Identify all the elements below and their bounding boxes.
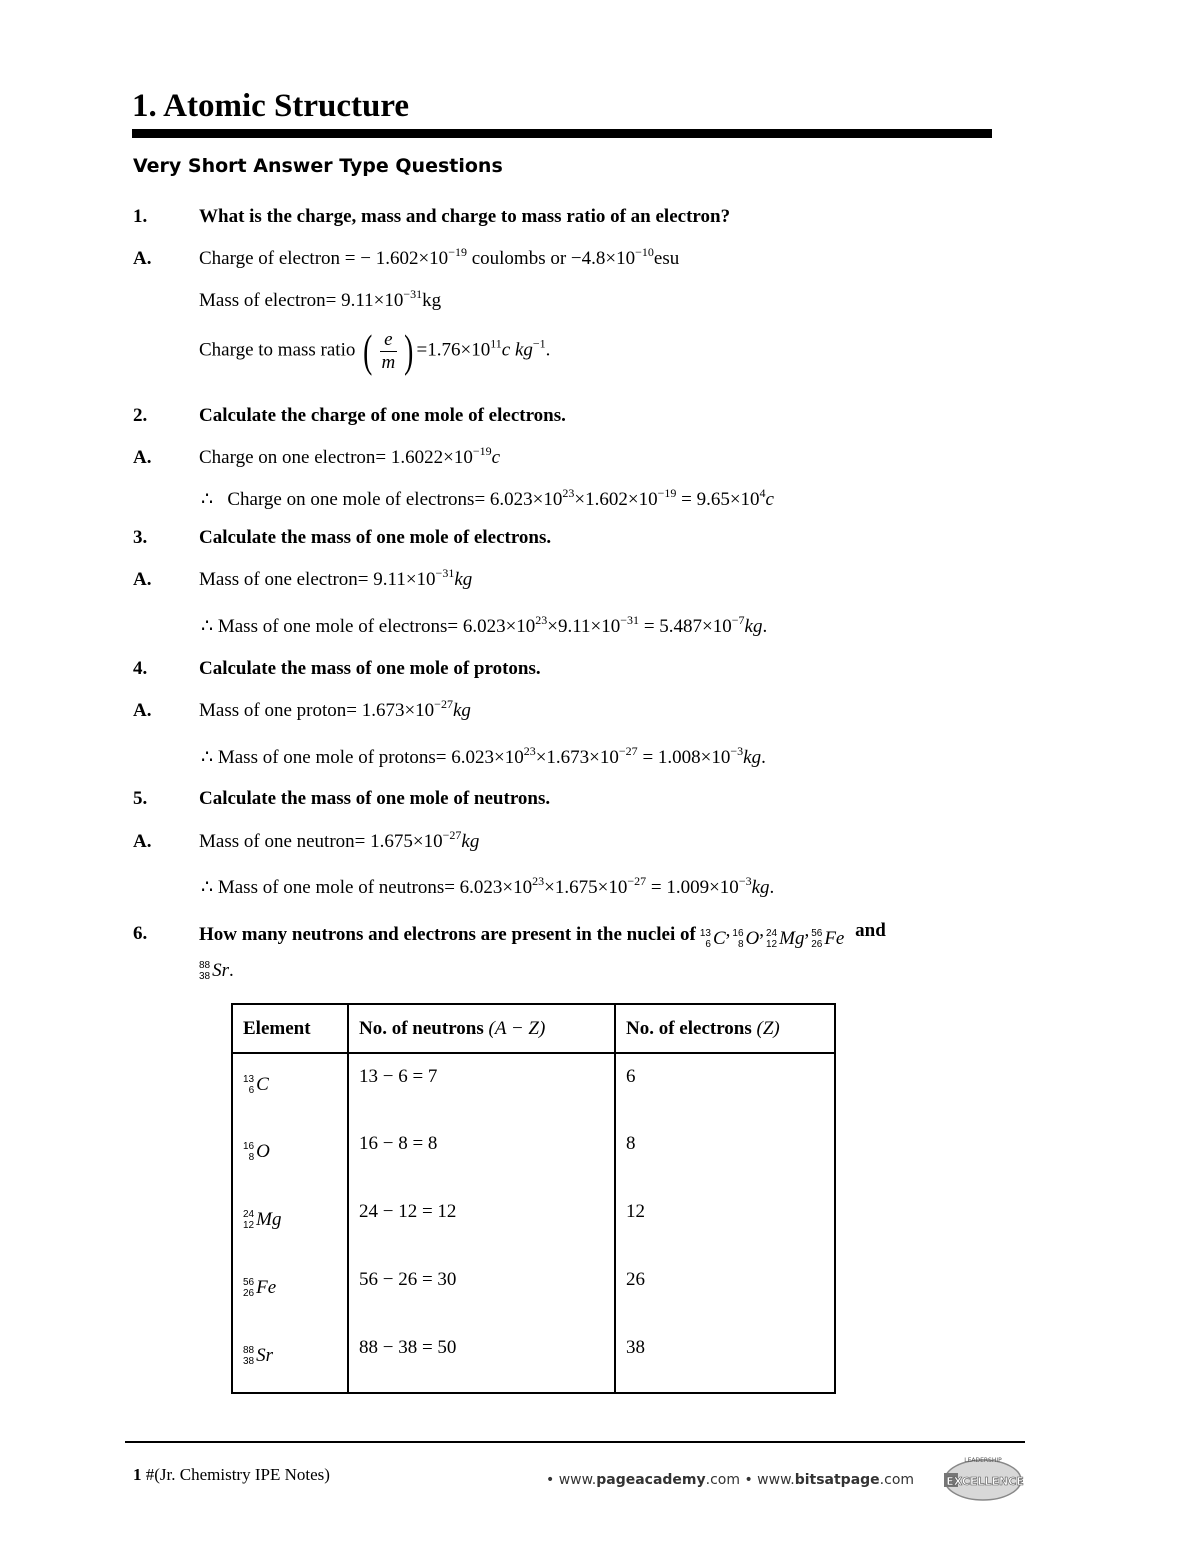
question-number: 2. <box>133 405 148 426</box>
question-text: What is the charge, mass and charge to mass ratio of an electron? <box>199 206 731 227</box>
answer-line: ∴ Charge on one mole of electrons= $6.023\times 10^{23}\times 1.602\times 10^{-19} = 9.65\times 10^4c$ <box>201 486 774 510</box>
question-text: Calculate the mass of one mole of electrons. <box>199 527 552 548</box>
table-row <box>232 1325 835 1393</box>
question-number: 4. <box>133 658 148 679</box>
element-cell: 56 26 Fe <box>232 1257 348 1325</box>
nuclide-fe: 56 26 Fe <box>811 928 845 950</box>
neutrons-cell: 56 − 26 = 30 <box>348 1257 615 1325</box>
element-cell: 16 8 O <box>232 1121 348 1189</box>
answer-line: ∴ Mass of one mole of neutrons= $6.023\times 10^{23}\times 1.675\times 10^{-27} = 1.009\times 10^{-3}kg$. <box>201 874 775 898</box>
answer-label: A. <box>133 569 152 590</box>
neutrons-electrons-table <box>231 1003 836 1394</box>
neutrons-cell: 16 − 8 = 8 <box>348 1121 615 1189</box>
section-heading: Very Short Answer Type Questions <box>133 155 503 177</box>
answer-label: A. <box>133 447 152 468</box>
therefore-symbol: ∴ <box>201 616 214 637</box>
electrons-cell: 6 <box>615 1053 835 1121</box>
footer-page-note: 1 #(Jr. Chemistry IPE Notes) <box>133 1465 330 1484</box>
electrons-cell: 26 <box>615 1257 835 1325</box>
question-text: Calculate the charge of one mole of electrons. <box>199 405 566 426</box>
answer-label: A. <box>133 700 152 721</box>
svg-text:LEADERSHIP: LEADERSHIP <box>964 1457 1002 1464</box>
answer-line: Mass of one proton= $1.673\times 10^{-27}kg$ <box>199 697 471 721</box>
table-row <box>232 1257 835 1325</box>
therefore-symbol: ∴ <box>201 747 214 768</box>
neutrons-cell: 13 − 6 = 7 <box>348 1053 615 1121</box>
answer-line: Mass of electron= $9.11\times 10^{-31}kg$ <box>199 287 442 311</box>
element-cell: 13 6 C <box>232 1053 348 1121</box>
neutrons-cell: 24 − 12 = 12 <box>348 1189 615 1257</box>
nuclide-mg: 24 12 Mg <box>766 928 805 950</box>
column-header-electrons: No. of electrons (Z) <box>615 1004 835 1053</box>
nuclide-list: 13 6 C , 16 8 O , 24 12 Mg , 56 26 Fe and <box>699 920 886 950</box>
question-text: Calculate the mass of one mole of protons. <box>199 658 541 679</box>
nuclide-sr: 88 38 Sr <box>199 960 230 982</box>
answer-line: Charge of electron = − $1.602\times 10^{-19}$ coulombs or $-4.8\times 10^{-10}esu$ <box>199 245 680 269</box>
electrons-cell: 12 <box>615 1189 835 1257</box>
answer-line: ∴ Mass of one mole of protons= $6.023\times 10^{23}\times 1.673\times 10^{-27} = 1.008\times 10^{-3}kg$. <box>201 744 766 768</box>
page-title: 1. Atomic Structure <box>132 88 410 124</box>
electrons-cell: 38 <box>615 1325 835 1393</box>
question-number: 5. <box>133 788 148 809</box>
answer-label: A. <box>133 248 152 269</box>
table-row <box>232 1121 835 1189</box>
answer-line: Charge on one electron= $1.6022\times 10^{-19}c$ <box>199 444 501 468</box>
electrons-cell: 8 <box>615 1121 835 1189</box>
footer-rule <box>125 1441 1025 1443</box>
column-header-neutrons: No. of neutrons (A − Z) <box>348 1004 615 1053</box>
answer-line: Mass of one neutron= $1.675\times 10^{-27}kg$ <box>199 828 480 852</box>
page-number: 1 <box>133 1465 142 1484</box>
answer-line: Mass of one electron= $9.11\times 10^{-31}kg$ <box>199 566 473 590</box>
footer-websites: • www.pageacademy.com • www.bitsatpage.com <box>546 1472 915 1488</box>
table-row <box>232 1189 835 1257</box>
question-text-continued: 88 38 Sr . <box>199 960 234 982</box>
nuclide-c: 13 6 C <box>699 928 726 950</box>
element-cell: 88 38 Sr <box>232 1325 348 1393</box>
therefore-symbol: ∴ <box>201 489 214 510</box>
title-rule <box>132 129 992 138</box>
element-cell: 24 12 Mg <box>232 1189 348 1257</box>
question-number: 6. <box>133 923 148 944</box>
table-row <box>232 1053 835 1121</box>
answer-line: ∴ Mass of one mole of electrons= $6.023\times 10^{23}\times 9.11\times 10^{-31} = 5.487\times 10^{-7}kg$. <box>201 613 768 637</box>
nuclide-o: 16 8 O <box>732 928 760 950</box>
answer-line: Charge to mass ratio ( e m ) $=1.76\times 10^{11}c$ $kg^{-1}$. <box>199 325 551 376</box>
excellence-logo <box>942 1453 1024 1503</box>
table-header-row <box>232 1004 835 1053</box>
column-header-element: Element <box>232 1004 348 1053</box>
therefore-symbol: ∴ <box>201 877 214 898</box>
question-number: 3. <box>133 527 148 548</box>
answer-label: A. <box>133 831 152 852</box>
neutrons-cell: 88 − 38 = 50 <box>348 1325 615 1393</box>
question-text: How many neutrons and electrons are present in the nuclei of 13 6 C , 16 8 O , 24 12 Mg , 56 26 Fe and <box>199 920 886 950</box>
question-text: Calculate the mass of one mole of neutrons. <box>199 788 551 809</box>
question-number: 1. <box>133 206 148 227</box>
fraction-e-over-m: ( e m ) <box>363 325 414 376</box>
svg-text:EXCELLENCE: EXCELLENCE <box>946 1475 1024 1488</box>
